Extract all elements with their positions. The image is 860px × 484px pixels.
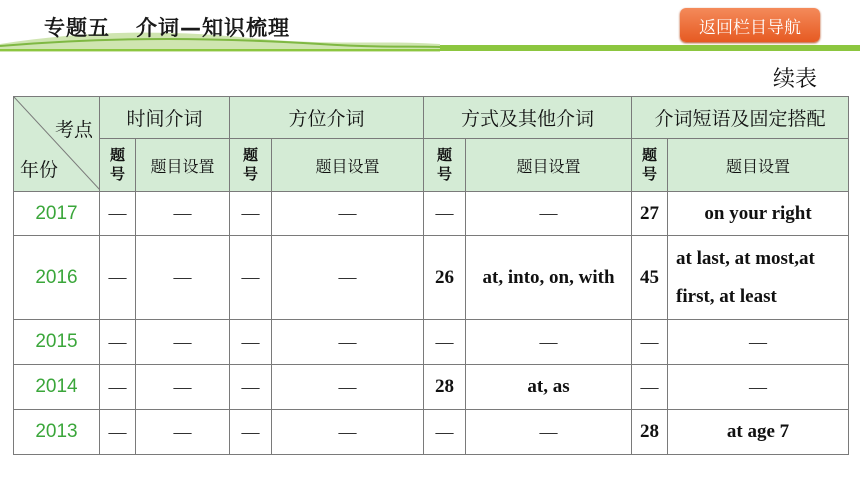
year-cell: 2013 xyxy=(14,410,100,455)
subheader-setting: 题目设置 xyxy=(668,139,849,192)
table-cell: — xyxy=(230,365,272,410)
table-cell: — xyxy=(632,320,668,365)
table-cell: — xyxy=(272,320,424,365)
table-cell: at, into, on, with xyxy=(466,236,632,320)
page-header xyxy=(0,0,860,52)
table-cell: — xyxy=(230,236,272,320)
subheader-number: 题号 xyxy=(230,139,272,192)
table-cell: — xyxy=(136,365,230,410)
subheader-setting: 题目设置 xyxy=(136,139,230,192)
subheader-setting: 题目设置 xyxy=(272,139,424,192)
table-cell: — xyxy=(272,192,424,236)
table-cell: 28 xyxy=(632,410,668,455)
subheader-number: 题号 xyxy=(424,139,466,192)
corner-header xyxy=(14,97,100,192)
page-title xyxy=(44,12,290,42)
corner-top-label: 考点 xyxy=(54,119,93,141)
table-cell: — xyxy=(230,320,272,365)
table-cell: — xyxy=(272,365,424,410)
table-cell: on your right xyxy=(668,192,849,236)
table-cell: — xyxy=(424,410,466,455)
table-cell: at last, at most,at first, at least xyxy=(668,236,849,320)
group-header-phrases: 介词短语及固定搭配 xyxy=(632,97,849,139)
table-cell: — xyxy=(136,320,230,365)
year-cell: 2014 xyxy=(14,365,100,410)
group-header-time: 时间介词 xyxy=(100,97,230,139)
table-cell: — xyxy=(424,320,466,365)
year-cell: 2015 xyxy=(14,320,100,365)
table-cell: 26 xyxy=(424,236,466,320)
table-cell: at age 7 xyxy=(668,410,849,455)
table-cell: — xyxy=(100,365,136,410)
subtitle-label: 介词—知识梳理 xyxy=(136,16,290,40)
subheader-number: 题号 xyxy=(100,139,136,192)
table-cell: — xyxy=(230,410,272,455)
table-cell: 27 xyxy=(632,192,668,236)
continued-label: 续表 xyxy=(773,67,818,92)
table-cell: — xyxy=(466,192,632,236)
table-cell: — xyxy=(100,410,136,455)
group-header-manner: 方式及其他介词 xyxy=(424,97,632,139)
table-cell: 45 xyxy=(632,236,668,320)
year-cell: 2017 xyxy=(14,192,100,236)
table-cell: — xyxy=(100,192,136,236)
table-cell: — xyxy=(136,192,230,236)
table-row xyxy=(14,320,849,365)
corner-bottom-label: 年份 xyxy=(20,159,59,181)
table-cell: — xyxy=(466,320,632,365)
table-cell: — xyxy=(230,192,272,236)
table-row xyxy=(14,236,849,320)
table-cell: — xyxy=(668,320,849,365)
table-cell: — xyxy=(272,410,424,455)
table-row xyxy=(14,192,849,236)
back-to-nav-button[interactable]: 返回栏目导航 xyxy=(680,8,820,42)
subheader-setting: 题目设置 xyxy=(466,139,632,192)
table-cell: 28 xyxy=(424,365,466,410)
table-cell: — xyxy=(272,236,424,320)
table-cell: — xyxy=(136,236,230,320)
table-cell: — xyxy=(100,236,136,320)
topic-label: 专题五 xyxy=(44,16,110,40)
table-row xyxy=(14,365,849,410)
subheader-number: 题号 xyxy=(632,139,668,192)
table-cell: — xyxy=(100,320,136,365)
table-cell: at, as xyxy=(466,365,632,410)
table-cell: — xyxy=(466,410,632,455)
table-cell: — xyxy=(668,365,849,410)
table-cell: — xyxy=(632,365,668,410)
group-header-place: 方位介词 xyxy=(230,97,424,139)
table-cell: — xyxy=(424,192,466,236)
year-cell: 2016 xyxy=(14,236,100,320)
prepositions-table xyxy=(13,96,849,455)
table-cell: — xyxy=(136,410,230,455)
table-row xyxy=(14,410,849,455)
